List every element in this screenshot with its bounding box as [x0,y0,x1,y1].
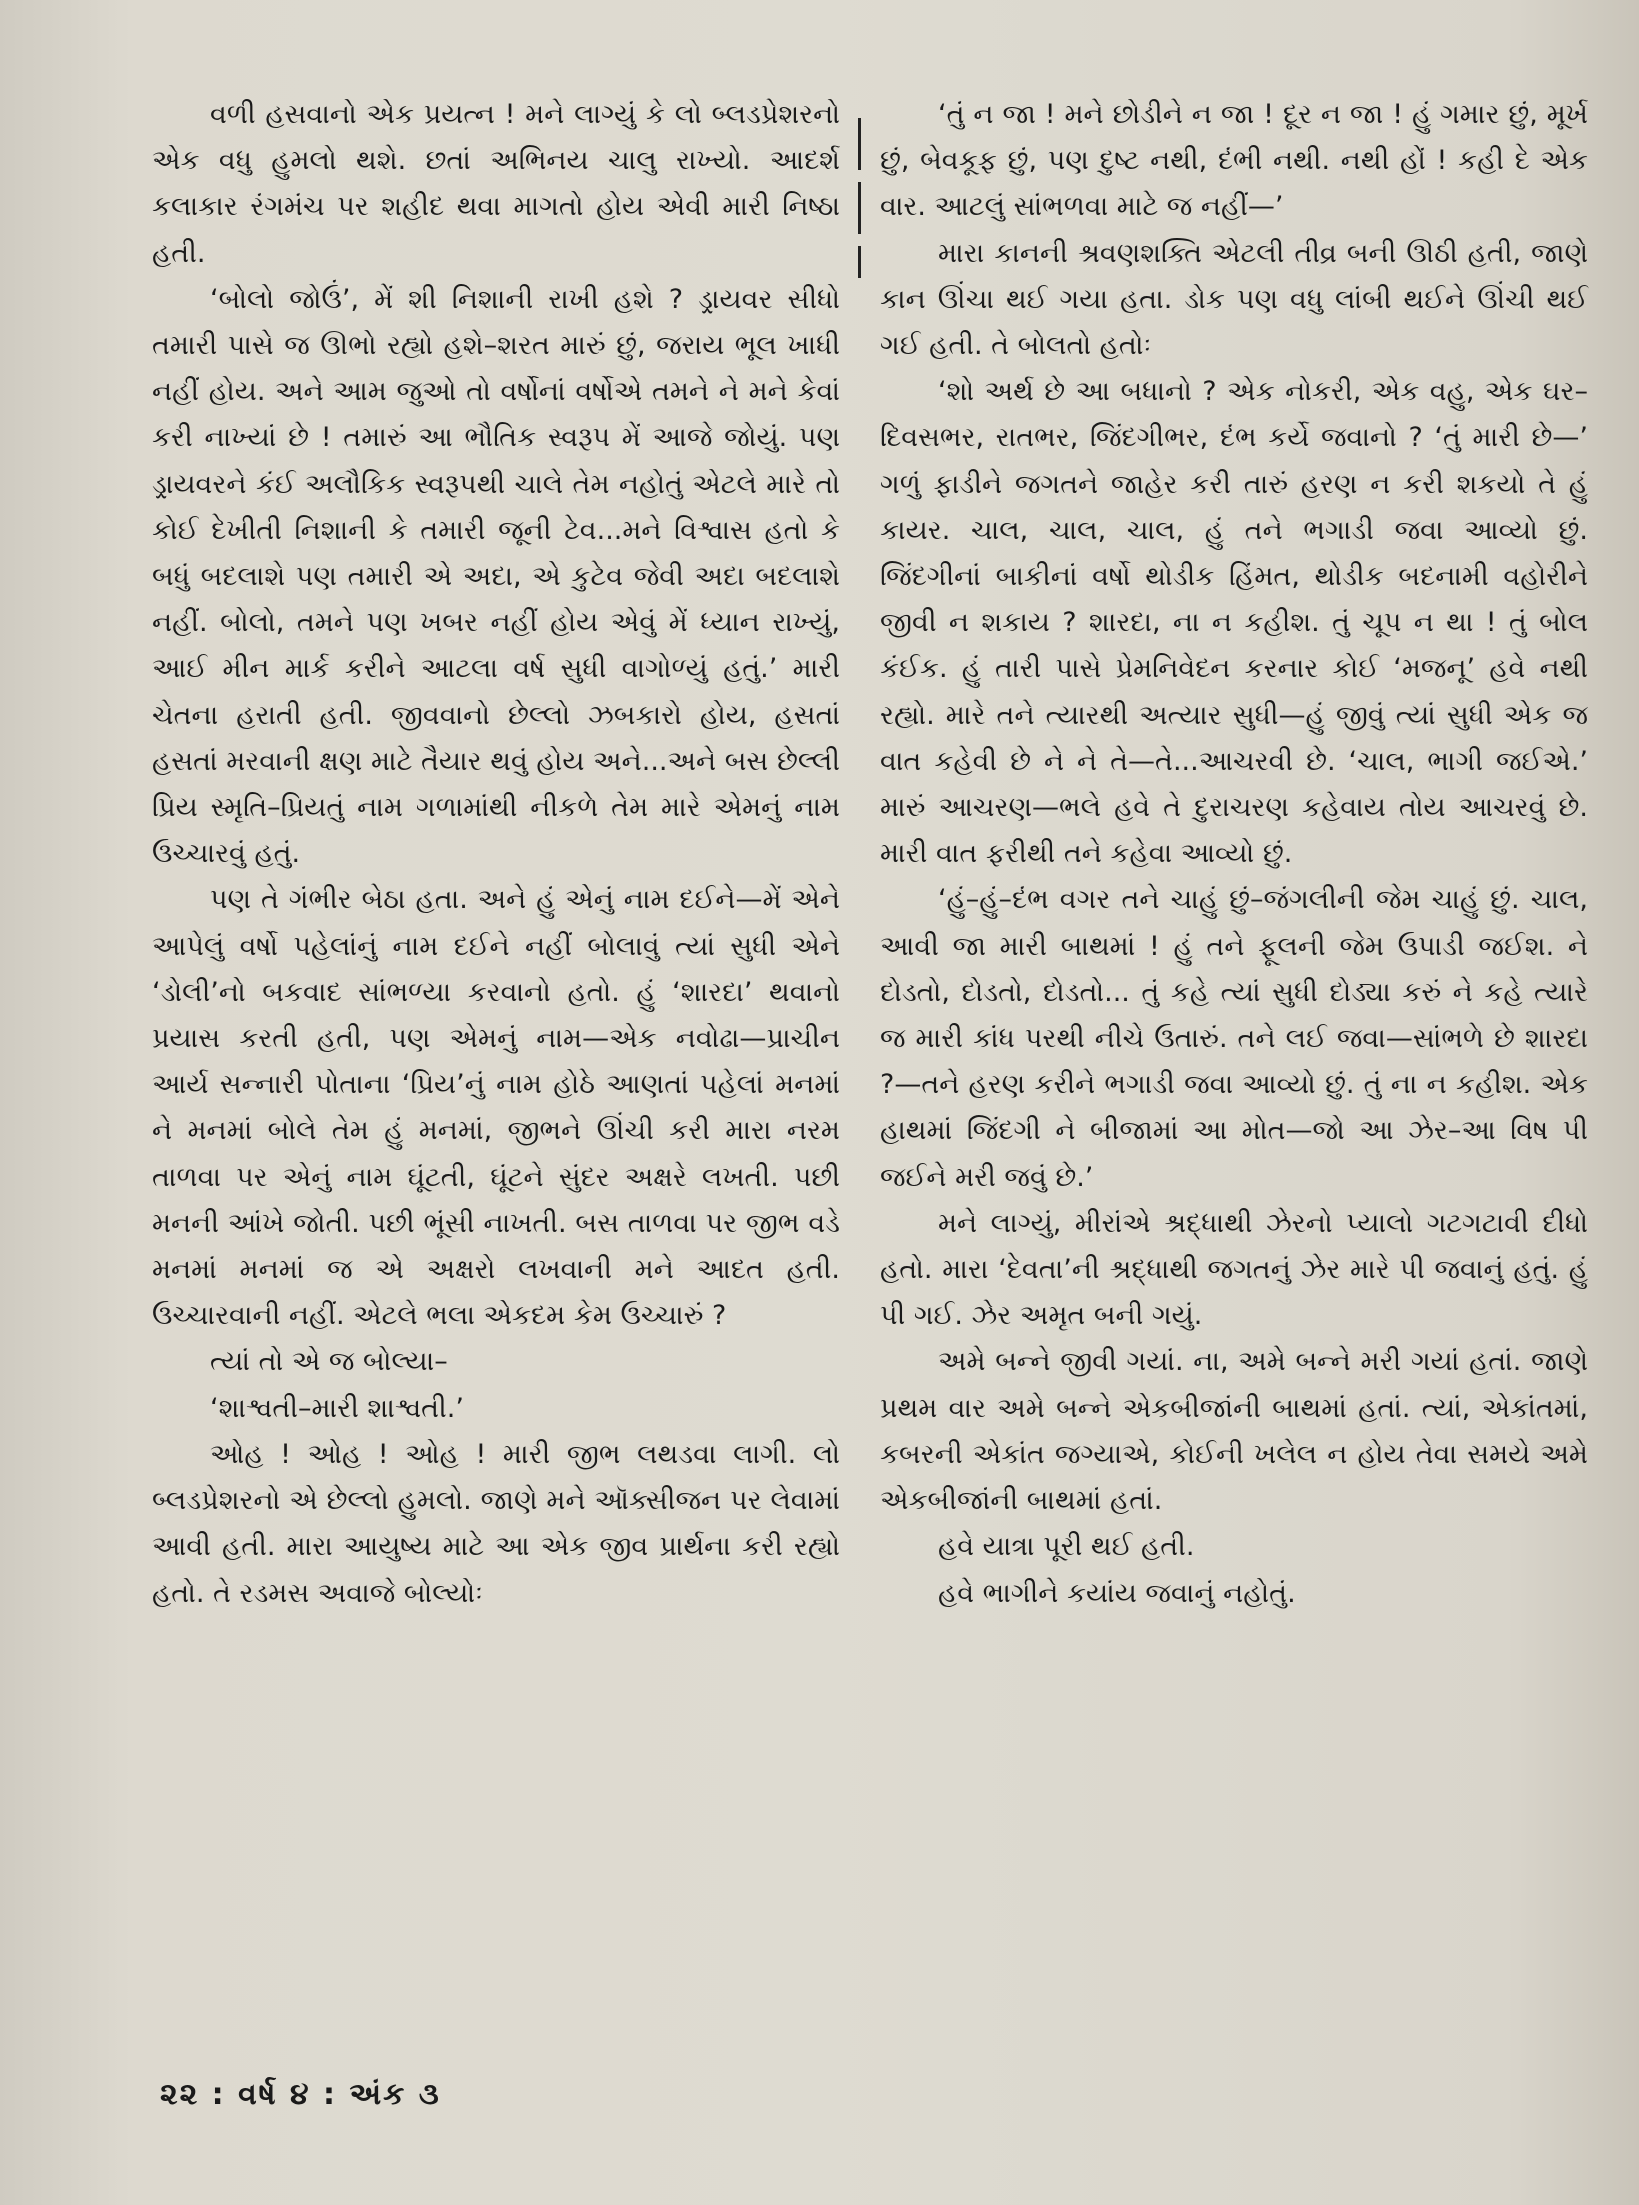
column-divider [858,118,861,278]
page-footer: ૨૨ : વર્ષ ૪ : અંક ૩ [160,2077,441,2112]
paragraph: ‘શો અર્થ છે આ બધાનો ? એક નોકરી, એક વહુ, એક ઘર–દિવસભર, રાતભર, જિંદગીભર, દંભ કર્યે જવાનો ? ‘તું મારી છે—’ ગળું ફાડીને જગતને જાહેર કરી તારું હરણ ન કરી શકયો તે હું કાયર. ચાલ, ચાલ, ચાલ, હું તને ભગાડી જવા આવ્યો છું. જિંદગીનાં બાકીનાં વર્ષો થોડીક હિંમત, થોડીક બદનામી વહોરીને જીવી ન શકાય ? શારદા, ના ન કહીશ. તું ચૂપ ન થા ! તું બોલ કંઈક. હું તારી પાસે પ્રેમનિવેદન કરનાર કોઈ ‘મજનૂ’ હવે નથી રહ્યો. મારે તને ત્યારથી અત્યાર સુધી—હું જીવું ત્યાં સુધી એક જ વાત કહેવી છે ને ને તે—તે...આચરવી છે. ‘ચાલ, ભાગી જઈએ.’ મારું આચરણ—ભલે હવે તે દુરાચરણ કહેવાય તોય આચરવું છે. મારી વાત ફરીથી તને કહેવા આવ્યો છું. [880,376,1588,870]
paragraph: ‘શાશ્વતી–મારી શાશ્વતી.’ [210,1392,464,1424]
paragraph: મને લાગ્યું, મીરાંએ શ્રદ્ધાથી ઝેરનો પ્યાલો ગટગટાવી દીધો હતો. મારા ‘દેવતા’ની શ્રદ્ધાથી જગતનું ઝેર મારે પી જવાનું હતું. હું પી ગઈ. ઝેર અમૃત બની ગયું. [880,1207,1588,1332]
paragraph: ‘તું ન જા ! મને છોડીને ન જા ! દૂર ન જા ! હું ગમાર છું, મૂર્ખ છું, બેવકૂફ છું, પણ દુષ્ટ નથી, દંભી નથી. નથી હોં ! કહી દે એક વાર. આટલું સાંભળવા માટે જ નહીં—’ [880,99,1588,223]
paragraph: વળી હસવાનો એક પ્રયત્ન ! મને લાગ્યું કે લો બ્લડપ્રેશરનો એક વધુ હુમલો થશે. છતાં અભિનય ચાલુ રાખ્યો. આદર્શ કલાકાર રંગમંચ પર શહીદ થવા માગતો હોય એવી મારી નિષ્ઠા હતી. [152,99,840,269]
paragraph: ત્યાં તો એ જ બોલ્યા– [210,1346,448,1378]
paragraph: મારા કાનની શ્રવણશક્તિ એટલી તીવ્ર બની ઊઠી હતી, જાણે કાન ઊંચા થઈ ગયા હતા. ડોક પણ વધુ લાંબી થઈને ઊંચી થઈ ગઈ હતી. તે બોલતો હતોઃ [880,237,1588,362]
paragraph: અમે બન્ને જીવી ગયાં. ના, અમે બન્ને મરી ગયાં હતાં. જાણે પ્રથમ વાર અમે બન્ને એકબીજાંની બાથમાં હતાં. ત્યાં, એકાંતમાં, કબરની એકાંત જગ્યાએ, કોઈની ખલેલ ન હોય તેવા સમયે અમે એકબીજાંની બાથમાં હતાં. [880,1346,1588,1517]
paragraph: ‘હું–હું–દંભ વગર તને ચાહું છું–જંગલીની જેમ ચાહું છું. ચાલ, આવી જા મારી બાથમાં ! હું તને ફૂલની જેમ ઉપાડી જઈશ. ને દોડતો, દોડતો, દોડતો... તું કહે ત્યાં સુધી દોડ્યા કરું ને કહે ત્યારે જ મારી કાંધ પરથી નીચે ઉતારું. તને લઈ જવા—સાંભળે છે શારદા ?—તને હરણ કરીને ભગાડી જવા આવ્યો છું. તું ના ન કહીશ. એક હાથમાં જિંદગી ને બીજામાં આ મોત—જો આ ઝેર–આ વિષ પી જઈને મરી જવું છે.’ [880,884,1588,1193]
paragraph: હવે ભાગીને કયાંય જવાનું નહોતું. [938,1577,1296,1609]
paragraph: પણ તે ગંભીર બેઠા હતા. અને હું એનું નામ દઈને—મેં એને આપેલું વર્ષો પહેલાંનું નામ દઈને નહીં બોલાવું ત્યાં સુધી એને ‘ડોલી’નો બકવાદ સાંભળ્યા કરવાનો હતો. હું ‘શારદા’ થવાનો પ્રયાસ કરતી હતી, પણ એમનું નામ—એક નવોઢા—પ્રાચીન આર્ય સન્નારી પોતાના ‘પ્રિય’નું નામ હોઠે આણતાં પહેલાં મનમાં ને મનમાં બોલે તેમ હું મનમાં, જીભને ઊંચી કરી મારા નરમ તાળવા પર એનું નામ ઘૂંટતી, ઘૂંટને સુંદર અક્ષરે લખતી. પછી મનની આંખે જોતી. પછી ભૂંસી નાખતી. બસ તાળવા પર જીભ વડે મનમાં મનમાં જ એ અક્ષરો લખવાની મને આદત હતી. ઉચ્ચારવાની નહીં. એટલે ભલા એકદમ કેમ ઉચ્ચારું ? [152,884,840,1332]
right-column [880,92,1588,1617]
paragraph: ઓહ ! ઓહ ! ઓહ ! મારી જીભ લથડવા લાગી. લો બ્લડપ્રેશરનો એ છેલ્લો હુમલો. જાણે મને ઑક્સીજન પર લેવામાં આવી હતી. મારા આયુષ્ય માટે આ એક જીવ પ્રાર્થના કરી રહ્યો હતો. તે રડમસ અવાજે બોલ્યોઃ [152,1438,840,1609]
left-column [152,92,840,1617]
paragraph: ‘બોલો જોઉં’, મેં શી નિશાની રાખી હશે ? ડ્રાયવર સીધો તમારી પાસે જ ઊભો રહ્યો હશે–શરત મારું છું, જરાય ભૂલ ખાધી નહીં હોય. અને આમ જુઓ તો વર્ષોનાં વર્ષોએ તમને ને મને કેવાં કરી નાખ્યાં છે ! તમારું આ ભૌતિક સ્વરૂપ મેં આજે જોયું. પણ ડ્રાયવરને કંઈ અલૌકિક સ્વરૂપથી ચાલે તેમ નહોતું એટલે મારે તો કોઈ દેખીતી નિશાની કે તમારી જૂની ટેવ...મને વિશ્વાસ હતો કે બધું બદલાશે પણ તમારી એ અદા, એ કુટેવ જેવી અદા બદલાશે નહીં. બોલો, તમને પણ ખબર નહીં હોય એવું મેં ધ્યાન રાખ્યું, આઈ મીન માર્ક કરીને આટલા વર્ષ સુધી વાગોળ્યું હતું.’ મારી ચેતના હરાતી હતી. જીવવાનો છેલ્લો ઝબકારો હોય, હસતાં હસતાં મરવાની ક્ષણ માટે તૈયાર થવું હોય અને...અને બસ છેલ્લી પ્રિય સ્મૃતિ–પ્રિયતું નામ ગળામાંથી નીકળે તેમ મારે એમનું નામ ઉચ્ચારવું હતું. [152,283,840,870]
paragraph: હવે યાત્રા પૂરી થઈ હતી. [938,1531,1195,1563]
